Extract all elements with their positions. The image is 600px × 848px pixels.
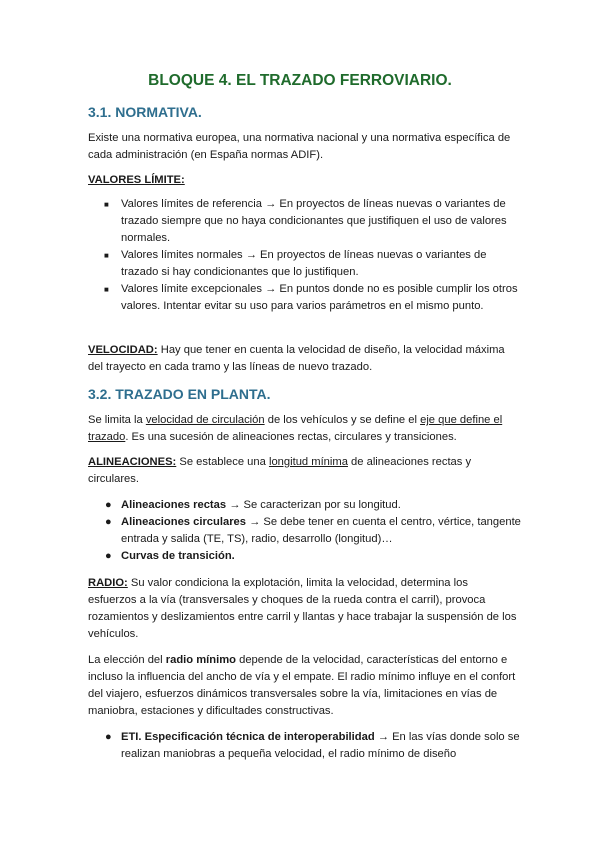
radio-label: RADIO: xyxy=(88,577,128,589)
radio-text: Su valor condiciona la explotación, limita la velocidad, determina los esfuerzos a la vía (transversales y choques de la rueda contra el carril), provoca rozamientos y deslizamientos entre carril y llantas y hace trabajar la suspensión de los vehículos. xyxy=(88,577,517,640)
underlined-term: velocidad de circulación xyxy=(145,414,265,426)
valores-limite-label xyxy=(88,172,518,189)
item-lead: Valores límites normales xyxy=(121,249,243,261)
eti-list xyxy=(104,729,522,763)
text-span: Se establece una xyxy=(176,456,269,468)
text-span: . Es una sucesión de alineaciones rectas, circulares y transiciones. xyxy=(125,431,457,443)
item-text: Se caracterizan por su longitud. xyxy=(243,499,401,511)
section-heading-trazado-planta: 3.2. TRAZADO EN PLANTA. xyxy=(88,386,271,402)
item-bold: Alineaciones rectas xyxy=(121,499,227,511)
text-span: Se limita la xyxy=(88,414,146,426)
item-bold: Curvas de transición. xyxy=(121,550,235,562)
paragraph-alineaciones xyxy=(88,454,518,488)
section-heading-normativa: 3.1. NORMATIVA. xyxy=(88,104,202,120)
alineaciones-list xyxy=(104,497,522,565)
paragraph-normativa-intro: Existe una normativa europea, una normativa nacional y una normativa específica de cada administración (en España normas ADIF). xyxy=(88,132,511,161)
velocidad-label: VELOCIDAD: xyxy=(88,344,158,356)
list-item xyxy=(104,247,522,281)
square-bullet-icon: ■ xyxy=(104,251,109,260)
list-item xyxy=(104,497,522,514)
text-span: La elección del xyxy=(88,654,166,666)
velocidad-text: Hay que tener en cuenta la velocidad de diseño, la velocidad máxima del trayecto en cada tramo y las líneas de nuevo trazado. xyxy=(88,344,505,373)
arrow-icon: → xyxy=(226,499,244,511)
arrow-icon: → xyxy=(265,198,277,210)
text-span: de alineaciones rectas y circulares. xyxy=(88,456,472,485)
item-text: En proyectos de líneas nuevas o variantes de trazado siempre que no haya condicionantes que justifiquen el uso de valores normales. xyxy=(121,198,507,244)
list-item xyxy=(104,548,522,565)
valores-limite-list xyxy=(104,196,522,315)
list-item xyxy=(104,514,522,548)
document-title: BLOQUE 4. EL TRAZADO FERROVIARIO. xyxy=(148,72,452,89)
square-bullet-icon: ■ xyxy=(104,285,109,294)
arrow-icon: → xyxy=(265,283,277,295)
item-bold: Alineaciones circulares xyxy=(121,516,246,528)
list-item xyxy=(104,281,522,315)
underlined-term: eje que define el trazado xyxy=(88,414,503,443)
text-span: de los vehículos y se define el xyxy=(264,414,421,426)
item-lead: Valores límites de referencia xyxy=(121,198,262,210)
paragraph-radio xyxy=(88,575,518,643)
paragraph-velocidad xyxy=(88,342,518,376)
bullet-icon: ● xyxy=(105,550,112,562)
bold-term: radio mínimo xyxy=(165,654,236,666)
bullet-icon: ● xyxy=(105,516,112,528)
paragraph-radio-minimo xyxy=(88,652,518,720)
arrow-icon: → xyxy=(245,249,257,261)
alineaciones-label: ALINEACIONES: xyxy=(88,456,177,468)
arrow-icon: → xyxy=(246,516,264,528)
item-text: Se debe tener en cuenta el centro, vértice, tangente entrada y salida (TE, TS), radio, desarrollo (longitud)… xyxy=(121,516,521,545)
underlined-term: longitud mínima xyxy=(268,456,348,468)
item-text: En las vías donde solo se realizan maniobras a pequeña velocidad, el radio mínimo de diseño xyxy=(121,731,520,760)
arrow-icon: → xyxy=(374,731,393,743)
item-lead: Valores límite excepcionales xyxy=(121,283,262,295)
bullet-icon: ● xyxy=(105,731,112,743)
valores-limite-heading: VALORES LÍMITE: xyxy=(88,174,185,186)
item-text: En puntos donde no es posible cumplir los otros valores. Intentar evitar su uso para varios parámetros en el mismo punto. xyxy=(121,283,518,312)
square-bullet-icon: ■ xyxy=(104,200,109,209)
item-text: En proyectos de líneas nuevas o variantes de trazado si hay condicionantes que lo justifiquen. xyxy=(121,249,487,278)
text-span: depende de la velocidad, características del entorno e incluso la influencia del ancho de vía y el empate. El radio mínimo influye en el confort del viajero, esfuerzos dinámicos transversales sobre la vía, limitaciones en vías de maniobra, estaciones y dificultades constructivas. xyxy=(88,654,516,717)
list-item xyxy=(104,729,522,763)
bullet-icon: ● xyxy=(105,499,112,511)
list-item xyxy=(104,196,522,247)
item-bold: ETI. Especificación técnica de interoperabilidad xyxy=(121,731,375,743)
paragraph-trazado-intro xyxy=(88,412,518,446)
